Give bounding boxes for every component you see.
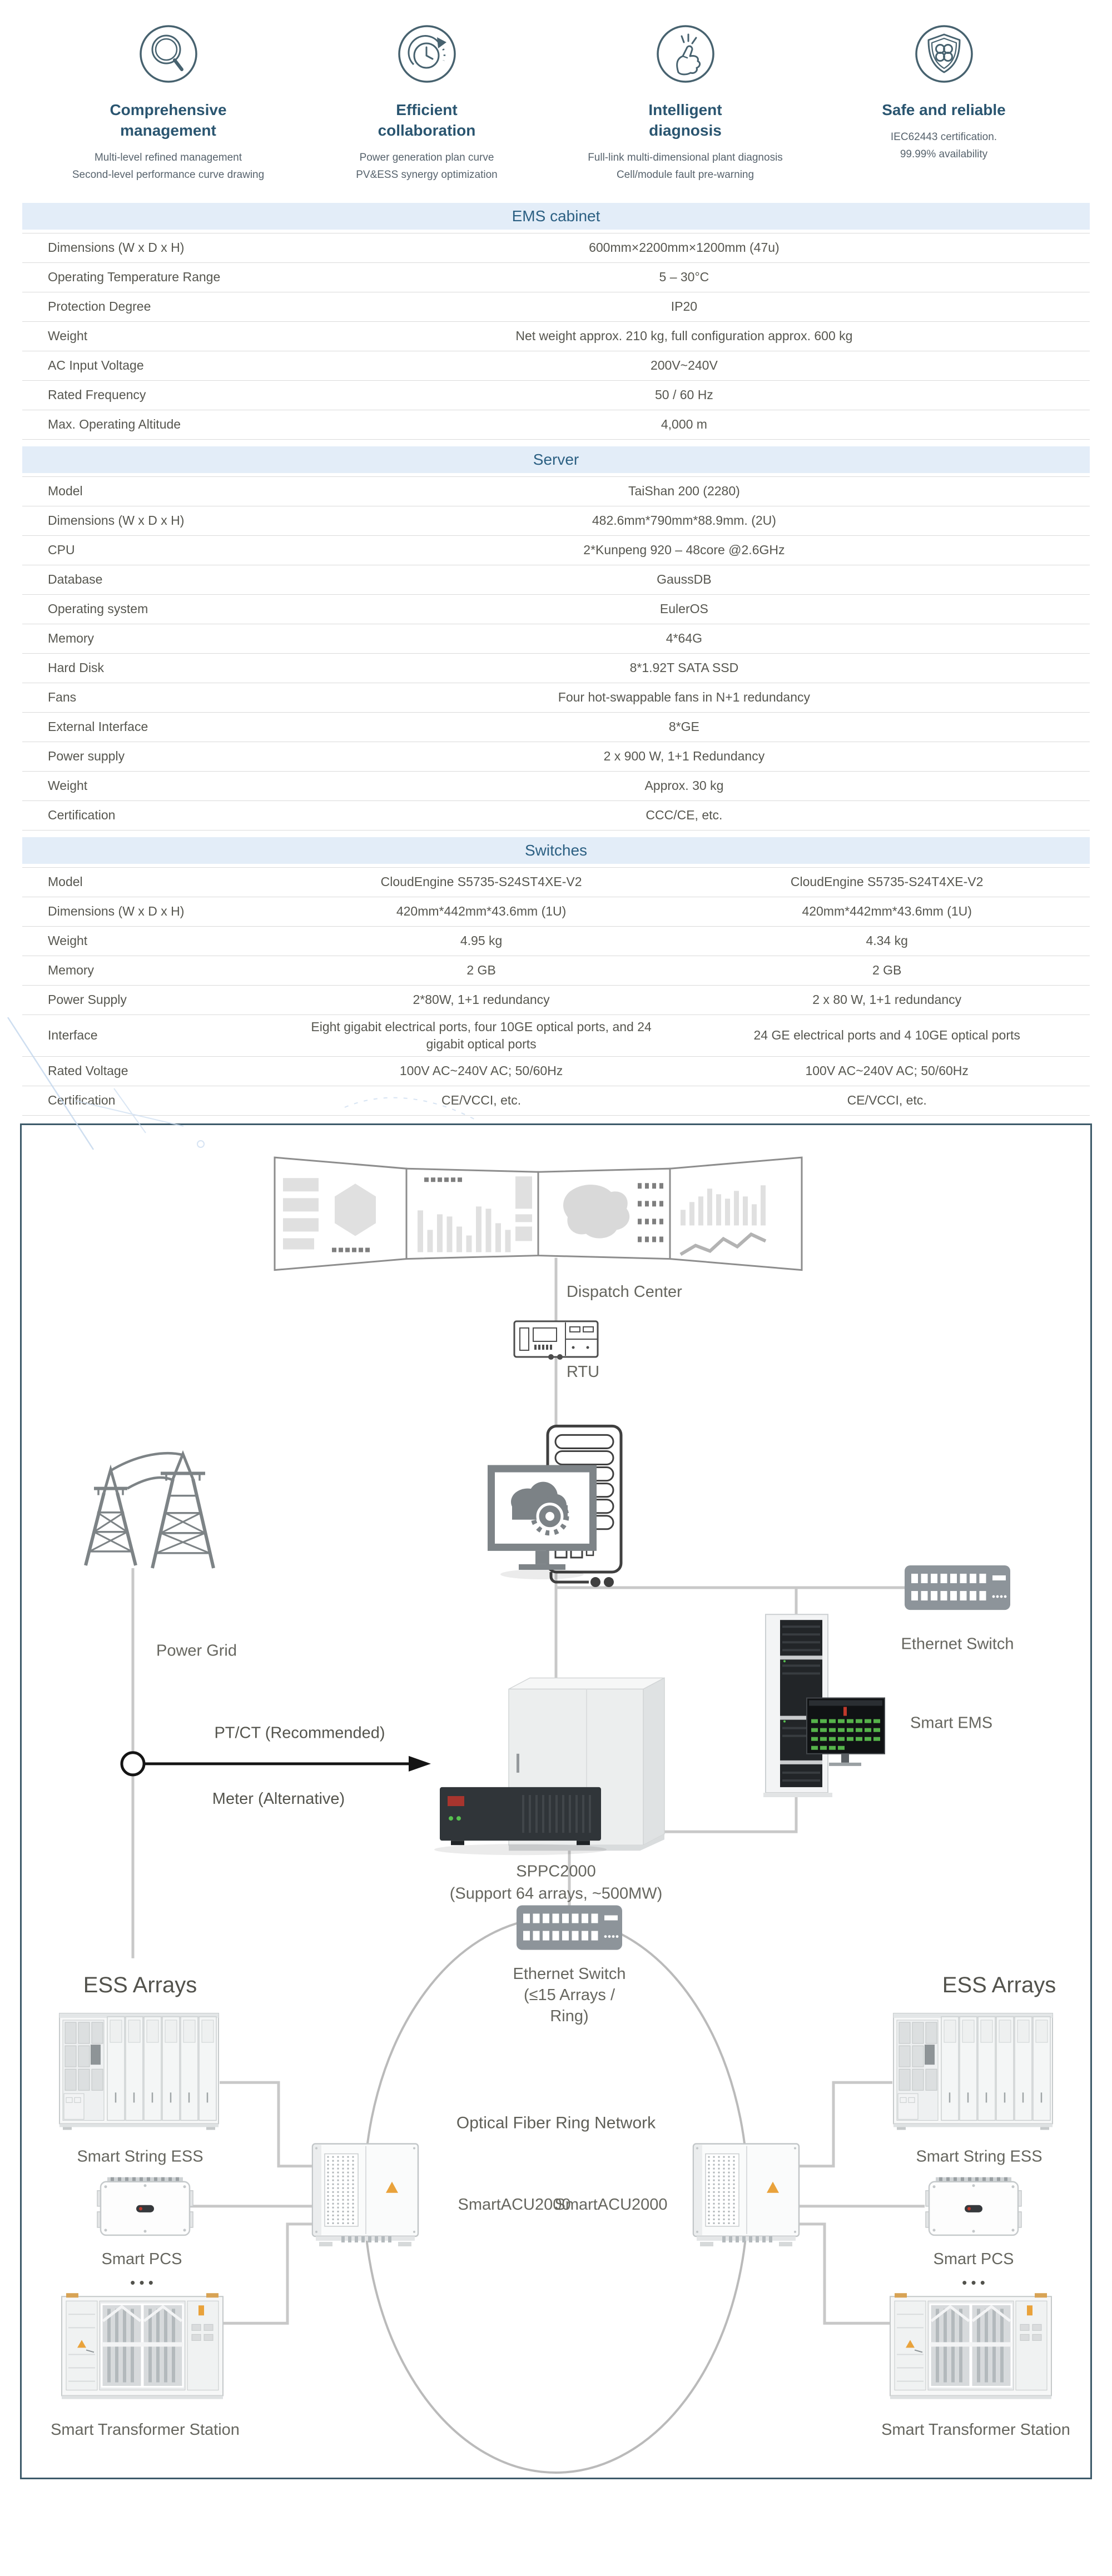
sync-clock-icon	[297, 23, 556, 86]
grid-connection-node	[122, 1752, 144, 1774]
table-row: AC Input Voltage 200V~240V	[22, 351, 1090, 381]
spec-tables	[22, 203, 1090, 1116]
line-acu-left-transformer	[223, 2224, 312, 2323]
feature-comprehensive-management	[39, 23, 297, 184]
table-row: Protection Degree IP20	[22, 292, 1090, 322]
feature-intelligent-diagnosis	[556, 23, 815, 184]
feature-efficient-collaboration	[297, 23, 556, 184]
smart-transformer-left-label: Smart Transformer Station	[51, 2420, 240, 2439]
table-row: Model CloudEngine S5735-S24ST4XE-V2 CloudEngine S5735-S24T4XE-V2	[22, 868, 1090, 897]
feature-title: Safe and reliable	[882, 101, 1006, 118]
table-row: Weight Net weight approx. 210 kg, full configuration approx. 600 kg	[22, 322, 1090, 351]
ellipsis-dots: • • •	[130, 2274, 153, 2291]
ring-switch-label-1: Ethernet Switch	[513, 1965, 626, 1983]
table-row: Max. Operating Altitude 4,000 m	[22, 410, 1090, 440]
ptct-arrowhead	[409, 1756, 431, 1771]
smart-ems-label: Smart EMS	[910, 1714, 993, 1732]
table-row: Operating system EulerOS	[22, 595, 1090, 624]
table-title: Switches	[22, 837, 1090, 864]
table-row: Rated Voltage 100V AC~240V AC; 50/60Hz 100V AC~240V AC; 50/60Hz	[22, 1057, 1090, 1086]
shield-icon	[815, 23, 1073, 86]
power-grid-label: Power Grid	[156, 1642, 237, 1660]
feature-title: Intelligent diagnosis	[648, 101, 722, 139]
table-row: Memory 2 GB 2 GB	[22, 956, 1090, 986]
table-row: External Interface 8*GE	[22, 713, 1090, 742]
smart-string-ess-right-label: Smart String ESS	[916, 2147, 1042, 2166]
ring-ethernet-switch-icon	[517, 1905, 622, 1950]
table-row: Memory 4*64G	[22, 624, 1090, 654]
table-row: Certification CCC/CE, etc.	[22, 801, 1090, 831]
sppc2000-label: SPPC2000	[516, 1862, 596, 1881]
snap-fingers-icon	[556, 23, 815, 86]
ethernet-switch-label: Ethernet Switch	[901, 1634, 1014, 1653]
ellipsis-dots: • • •	[962, 2274, 985, 2291]
smart-transformer-right	[890, 2293, 1051, 2399]
table-row: Rated Frequency 50 / 60 Hz	[22, 381, 1090, 410]
rtu-device	[514, 1321, 598, 1360]
table-row: Weight Approx. 30 kg	[22, 772, 1090, 801]
table-row: Model TaiShan 200 (2280)	[22, 477, 1090, 506]
ring-switch-label-2: (≤15 Arrays /	[523, 1986, 615, 2004]
table-row: Hard Disk 8*1.92T SATA SSD	[22, 654, 1090, 683]
line-ems-to-sppc	[662, 1793, 796, 1832]
sppc2000-controller	[434, 1787, 607, 1855]
smart-transformer-left	[62, 2293, 223, 2399]
ess-arrays-left-title: ESS Arrays	[83, 1972, 197, 1997]
table-row: Weight 4.95 kg 4.34 kg	[22, 927, 1090, 956]
smart-transformer-right-label: Smart Transformer Station	[881, 2420, 1070, 2439]
table-row: Operating Temperature Range 5 – 30°C	[22, 263, 1090, 292]
server-table	[22, 446, 1090, 831]
ring-network-label: Optical Fiber Ring Network	[456, 2113, 656, 2132]
table-row: CPU 2*Kunpeng 920 – 48core @2.6GHz	[22, 536, 1090, 565]
sppc2000-sublabel: (Support 64 arrays, ~500MW)	[449, 1884, 663, 1903]
ring-switch-label-3: Ring)	[550, 2007, 589, 2025]
smart-string-ess-left	[59, 2013, 219, 2130]
dispatch-center-label: Dispatch Center	[567, 1282, 682, 1301]
switches-table	[22, 837, 1090, 1116]
table-title: EMS cabinet	[22, 203, 1090, 230]
smartacu2000-right	[693, 2144, 799, 2246]
ptct-label: PT/CT (Recommended)	[214, 1724, 385, 1742]
table-title: Server	[22, 446, 1090, 473]
smartacu2000-left-label: SmartACU2000	[458, 2195, 571, 2214]
meter-label: Meter (Alternative)	[212, 1789, 345, 1808]
rtu-label: RTU	[567, 1362, 600, 1381]
feature-title: Efficient collaboration	[378, 101, 476, 139]
table-row: Interface Eight gigabit electrical ports, four 10GE optical ports, and 24 gigabit optical ports 24 GE electrical ports and 4 10GE optical ports	[22, 1015, 1090, 1057]
table-row: Power Supply 2*80W, 1+1 redundancy 2 x 80 W, 1+1 redundancy	[22, 986, 1090, 1015]
line-acu-left-ess	[220, 2082, 312, 2166]
feature-title: Comprehensive management	[110, 101, 227, 139]
smart-pcs-left	[97, 2177, 193, 2235]
line-acu-right-transformer	[799, 2224, 890, 2323]
dispatch-video-wall	[275, 1157, 802, 1270]
smart-pcs-left-label: Smart PCS	[101, 2250, 182, 2268]
feature-description: Full-link multi-dimensional plant diagnosis Cell/module fault pre-warning	[588, 151, 783, 181]
feature-safe-reliable	[815, 23, 1073, 184]
ems-cabinet-table	[22, 203, 1090, 440]
ess-arrays-right-title: ESS Arrays	[942, 1972, 1056, 1997]
ethernet-switch-icon	[905, 1565, 1010, 1610]
table-row: Certification CE/VCCI, etc. CE/VCCI, etc.	[22, 1086, 1090, 1116]
smart-string-ess-right	[893, 2013, 1053, 2130]
magnifier-icon	[39, 23, 297, 86]
table-row: Database GaussDB	[22, 565, 1090, 595]
smartacu2000-left	[312, 2144, 418, 2246]
smart-pcs-right-label: Smart PCS	[933, 2250, 1014, 2268]
system-architecture-diagram	[20, 1123, 1092, 2479]
line-acu-right-ess	[799, 2082, 892, 2166]
feature-description: IEC62443 certification. 99.99% availability	[890, 131, 997, 161]
feature-description: Power generation plan curve PV&ESS synergy optimization	[356, 151, 498, 181]
table-row: Power supply 2 x 900 W, 1+1 Redundancy	[22, 742, 1090, 772]
table-row: Dimensions (W x D x H) 482.6mm*790mm*88.9mm. (2U)	[22, 506, 1090, 536]
smart-string-ess-left-label: Smart String ESS	[77, 2147, 203, 2166]
feature-highlights	[0, 0, 1112, 184]
table-row: Fans Four hot-swappable fans in N+1 redundancy	[22, 683, 1090, 713]
feature-description: Multi-level refined management Second-level performance curve drawing	[72, 151, 265, 181]
power-grid-towers-icon	[86, 1453, 214, 1568]
smartacu2000-right-label: SmartACU2000	[554, 2195, 668, 2214]
smart-pcs-right	[926, 2177, 1021, 2235]
table-row: Dimensions (W x D x H) 420mm*442mm*43.6mm (1U) 420mm*442mm*43.6mm (1U)	[22, 897, 1090, 927]
table-row: Dimensions (W x D x H) 600mm×2200mm×1200mm (47u)	[22, 233, 1090, 263]
